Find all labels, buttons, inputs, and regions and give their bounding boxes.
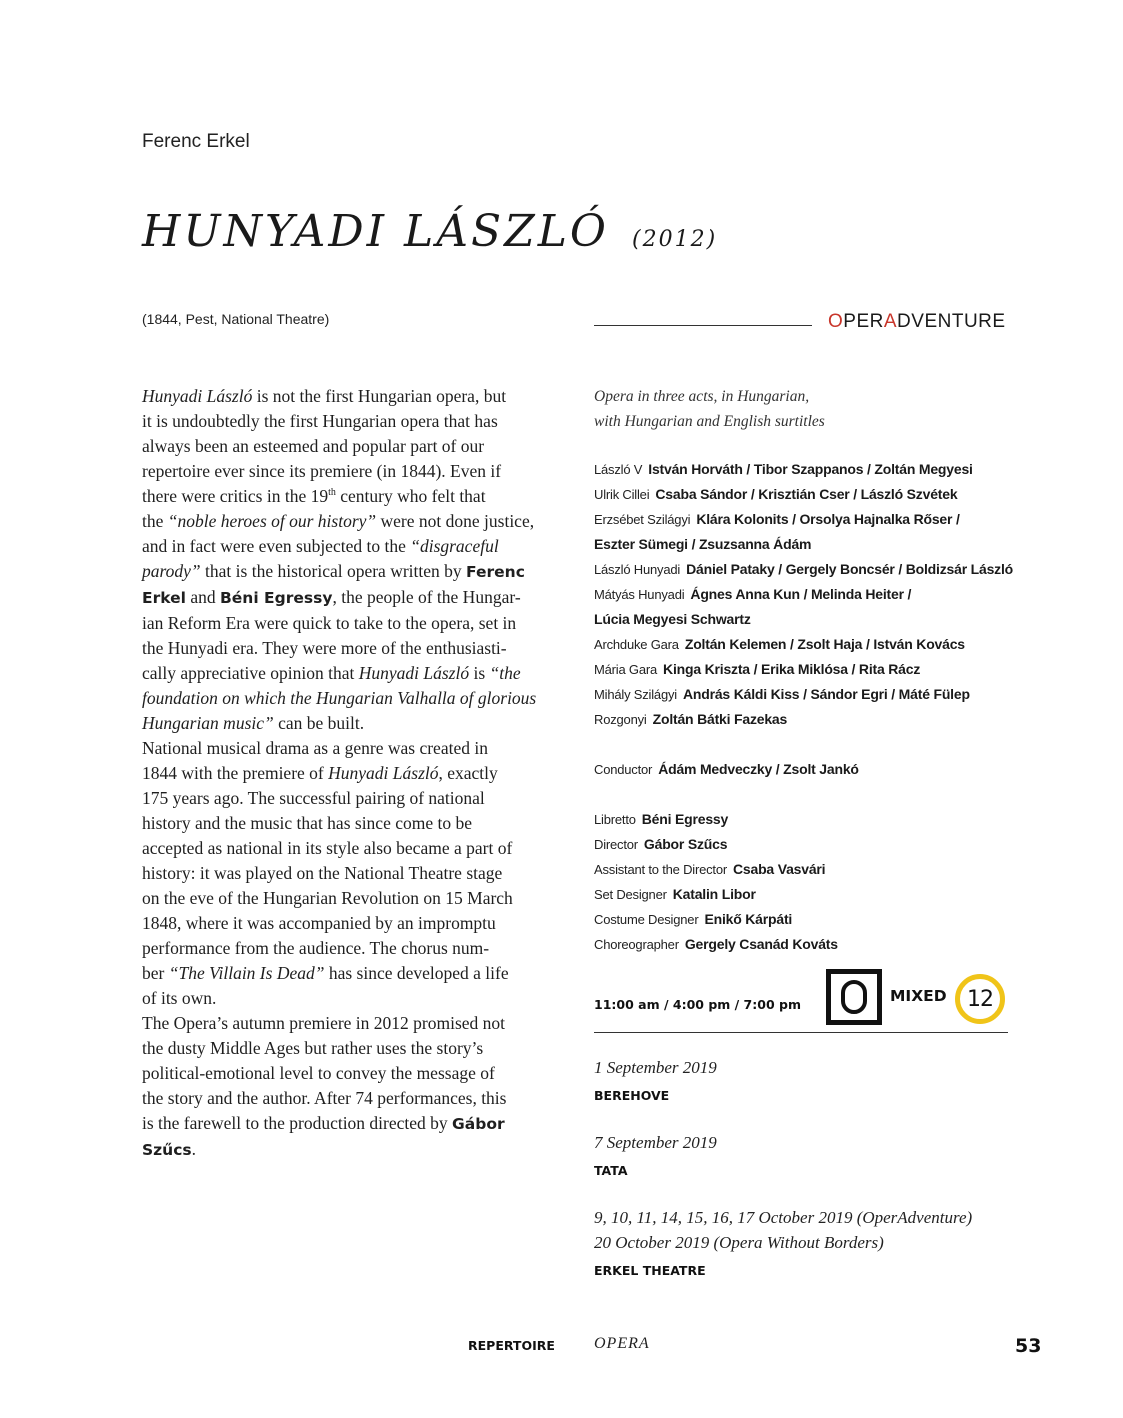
schedule-venue: BEREHOVE (594, 1088, 670, 1103)
body-text (142, 384, 560, 1163)
logo-letter-o: O (828, 311, 844, 332)
schedule-date: 9, 10, 11, 14, 15, 16, 17 October 2019 (OperAdventure) (594, 1208, 973, 1227)
body-line: foundation on which the Hungarian Valhalla of glorious (142, 688, 537, 708)
body-line: ian Reform Era were quick to take to the opera, set in (142, 613, 517, 633)
age-rating-badge: 12 (955, 974, 1005, 1024)
composer-name: Ferenc Erkel (142, 131, 250, 152)
body-line: the “noble heroes of our history” were not done justice, (142, 511, 535, 531)
creative-row: Director Gábor Szűcs (594, 836, 728, 852)
body-line: Szűcs. (142, 1139, 197, 1159)
cast-row: László Hunyadi Dániel Pataky / Gergely Boncsér / Boldizsár László (594, 561, 1013, 577)
body-line: Hungarian music” can be built. (142, 713, 365, 733)
creative-row: Costume Designer Enikő Kárpáti (594, 911, 793, 927)
body-line: it is undoubtedly the first Hungarian opera that has (142, 411, 498, 431)
opera-description (594, 384, 825, 434)
body-line: and in fact were even subjected to the “disgraceful (142, 536, 499, 556)
body-line: history and the music that has since come to be (142, 813, 472, 833)
logo-letter-a: A (883, 311, 898, 332)
schedule-date: 20 October 2019 (Opera Without Borders) (594, 1233, 884, 1252)
schedule-date: 7 September 2019 (594, 1133, 717, 1152)
body-line: 175 years ago. The successful pairing of national (142, 788, 485, 808)
cast-row: Mihály Szilágyi András Káldi Kiss / Sándor Egri / Máté Fülep (594, 686, 970, 702)
spacer (594, 782, 1014, 807)
operadventure-logo (828, 311, 1006, 333)
page-number: 53 (1015, 1335, 1042, 1357)
cast-row: Mátyás Hunyadi Ágnes Anna Kun / Melinda Heiter / (594, 586, 912, 602)
body-line: parody” that is the historical opera written by Ferenc (142, 561, 525, 581)
showtimes: 11:00 am / 4:00 pm / 7:00 pm (594, 997, 801, 1012)
body-line: is the farewell to the production directed by Gábor (142, 1113, 505, 1133)
conductor-row: Conductor Ádám Medveczky / Zsolt Jankó (594, 761, 859, 777)
body-line: Erkel and Béni Egressy, the people of the Hungar- (142, 587, 521, 607)
description-line: with Hungarian and English surtitles (594, 413, 825, 430)
title-year: (2012) (632, 227, 718, 252)
footer-category: OPERA (594, 1335, 650, 1352)
mixed-label: MIXED (890, 987, 947, 1005)
creative-row: Assistant to the Director Csaba Vasvári (594, 861, 826, 877)
title-text: HUNYADI LÁSZLÓ (142, 206, 610, 257)
body-line: 1848, where it was accompanied by an impromptu (142, 913, 496, 933)
cast-list (594, 457, 1014, 957)
schedule-rule (594, 1032, 1008, 1033)
logo-text-per: PER (843, 311, 884, 332)
spacer (594, 732, 1014, 757)
cast-row: Archduke Gara Zoltán Kelemen / Zsolt Haja / István Kovács (594, 636, 965, 652)
body-line: ber “The Villain Is Dead” has since developed a life (142, 963, 509, 983)
footer-section: REPERTOIRE (468, 1338, 555, 1353)
body-line: the dusty Middle Ages but rather uses the story’s (142, 1038, 484, 1058)
body-line: the Hunyadi era. They were more of the enthusiasti- (142, 638, 507, 658)
body-line: on the eve of the Hungarian Revolution on 15 March (142, 888, 513, 908)
cast-row: Ulrik Cillei Csaba Sándor / Krisztián Cser / László Szvétek (594, 486, 958, 502)
body-line: The Opera’s autumn premiere in 2012 promised not (142, 1013, 506, 1033)
logo-rule (594, 325, 812, 326)
cast-row: Eszter Sümegi / Zsuzsanna Ádám (594, 536, 812, 552)
body-line: repertoire ever since its premiere (in 1844). Even if (142, 461, 502, 481)
body-line: there were critics in the 19th century who felt that (142, 486, 486, 506)
cast-row: Erzsébet Szilágyi Klára Kolonits / Orsolya Hajnalka Rőser / (594, 511, 960, 527)
creative-row: Libretto Béni Egressy (594, 811, 729, 827)
cast-row: Lúcia Megyesi Schwartz (594, 611, 751, 627)
cast-row: Rozgonyi Zoltán Bátki Fazekas (594, 711, 788, 727)
cast-row: Mária Gara Kinga Kriszta / Erika Miklósa / Rita Rácz (594, 661, 921, 677)
page-title (142, 206, 717, 257)
body-line: National musical drama as a genre was created in (142, 738, 488, 758)
body-line: of its own. (142, 988, 217, 1008)
body-line: Hunyadi László is not the first Hungarian opera, but (142, 386, 507, 406)
mixed-audience-icon-inner (841, 980, 867, 1014)
mixed-audience-icon (826, 969, 882, 1025)
body-line: accepted as national in its style also became a part of (142, 838, 513, 858)
schedule-venue: TATA (594, 1163, 628, 1178)
body-line: political-emotional level to convey the message of (142, 1063, 495, 1083)
schedule-date: 1 September 2019 (594, 1058, 717, 1077)
logo-text-dventure: DVENTURE (897, 311, 1006, 332)
body-line: performance from the audience. The chorus num- (142, 938, 490, 958)
premiere-info: (1844, Pest, National Theatre) (142, 311, 330, 327)
body-line: always been an esteemed and popular part of our (142, 436, 485, 456)
body-line: history: it was played on the National Theatre stage (142, 863, 503, 883)
creative-row: Choreographer Gergely Csanád Kováts (594, 936, 838, 952)
body-line: the story and the author. After 74 performances, this (142, 1088, 507, 1108)
description-line: Opera in three acts, in Hungarian, (594, 388, 810, 405)
schedule-venue: ERKEL THEATRE (594, 1263, 706, 1278)
body-line: cally appreciative opinion that Hunyadi László is “the (142, 663, 521, 683)
body-line: 1844 with the premiere of Hunyadi László, exactly (142, 763, 498, 783)
cast-row: László V István Horváth / Tibor Szappanos / Zoltán Megyesi (594, 461, 973, 477)
creative-row: Set Designer Katalin Libor (594, 886, 756, 902)
